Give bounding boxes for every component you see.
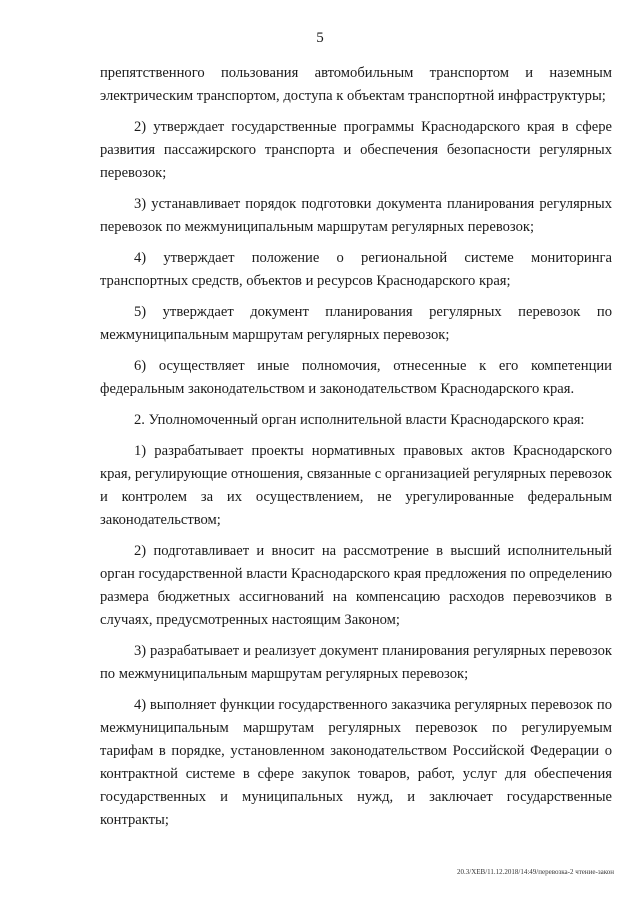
paragraph-item-6: 6) осуществляет иные полномочия, отнесенные к его компетенции федеральным законодательством и законодательством Краснодарского края. <box>100 358 612 397</box>
paragraph-subitem-4: 4) выполняет функции государственного заказчика регулярных перевозок по межмуниципальным маршрутам регулярных перевозок по регулируемым тарифам в порядке, установленном законодательством Российской Федерации о контрактной системе в сфере закупок товаров, работ, услуг для обеспечения государственных и муниципальных нужд, и заключает государственные контракты; <box>100 697 612 828</box>
paragraph-item-3: 3) устанавливает порядок подготовки документа планирования регулярных перевозок по межмуниципальным маршрутам регулярных перевозок; <box>100 196 612 235</box>
paragraph-item-4: 4) утверждает положение о региональной системе мониторинга транспортных средств, объектов и ресурсов Краснодарского края; <box>100 250 612 289</box>
page-number: 5 <box>316 30 324 46</box>
paragraph-item-5: 5) утверждает документ планирования регулярных перевозок по межмуниципальным маршрутам регулярных перевозок; <box>100 304 612 343</box>
paragraph-continuation: препятственного пользования автомобильным транспортом и наземным электрическим транспортом, доступа к объектам транспортной инфраструктуры; <box>100 65 612 104</box>
paragraph-section-2: 2. Уполномоченный орган исполнительной власти Краснодарского края: <box>134 412 585 428</box>
footer-document-code: 20.3/XEB/11.12.2018/14:49/перевозка-2 чтение-закон <box>457 868 614 876</box>
paragraph-subitem-2: 2) подготавливает и вносит на рассмотрение в высший исполнительный орган государственной власти Краснодарского края предложения по определению размера бюджетных ассигнований на компенсацию расходов перевозчиков в случаях, предусмотренных настоящим Законом; <box>100 543 612 628</box>
document-body <box>100 62 612 832</box>
paragraph-subitem-1: 1) разрабатывает проекты нормативных правовых актов Краснодарского края, регулирующие отношения, связанные с организацией регулярных перевозок и контролем за их осуществлением, не урегулированные федеральным законодательством; <box>100 443 612 528</box>
paragraph-subitem-3: 3) разрабатывает и реализует документ планирования регулярных перевозок по межмуниципальным маршрутам регулярных перевозок; <box>100 643 612 682</box>
paragraph-item-2: 2) утверждает государственные программы Краснодарского края в сфере развития пассажирского транспорта и обеспечения безопасности регулярных перевозок; <box>100 119 612 181</box>
